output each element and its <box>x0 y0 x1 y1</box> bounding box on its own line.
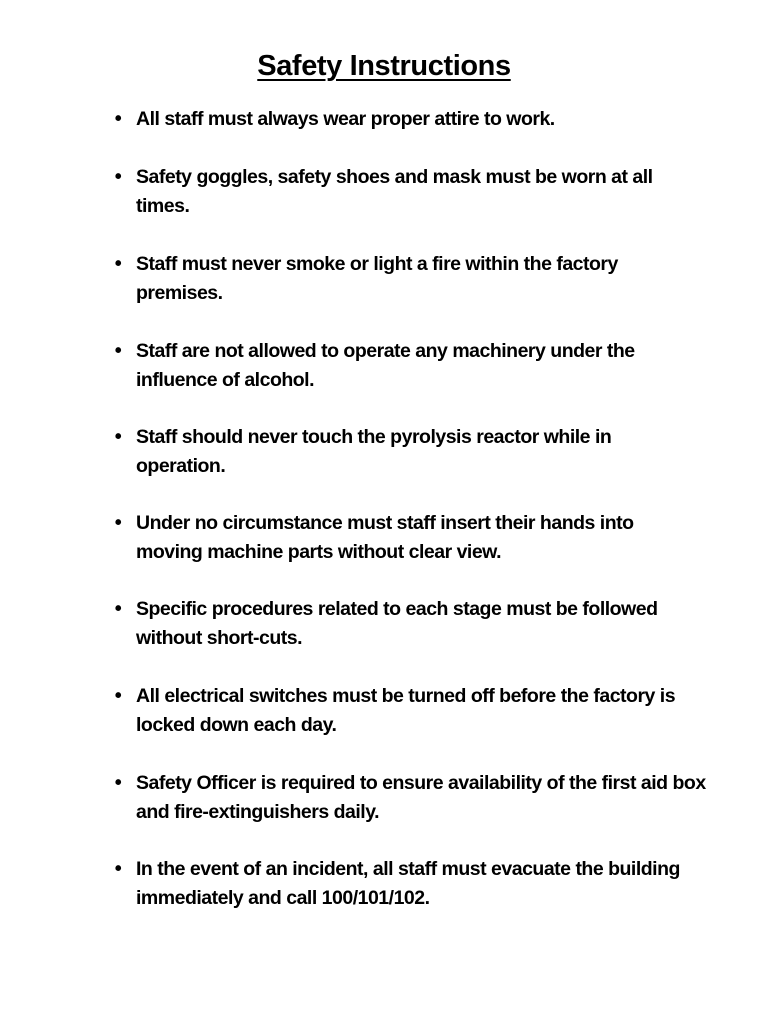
bullet-icon: • <box>114 426 122 448</box>
list-item-text: Safety goggles, safety shoes and mask must be worn at all times. <box>136 166 653 217</box>
list-item-text: Staff must never smoke or light a fire within the factory premises. <box>136 253 618 304</box>
bullet-icon: • <box>114 340 122 362</box>
bullet-icon: • <box>114 512 122 534</box>
bullet-icon: • <box>114 598 122 620</box>
list-item-text: Specific procedures related to each stage must be followed without short-cuts. <box>136 598 658 649</box>
list-item-text: In the event of an incident, all staff must evacuate the building immediately and call 100/101/102. <box>136 858 680 909</box>
page-title: Safety Instructions <box>257 50 511 82</box>
bullet-icon: • <box>114 858 122 880</box>
list-item-text: All staff must always wear proper attire to work. <box>136 108 555 130</box>
list-item-text: Staff are not allowed to operate any machinery under the influence of alcohol. <box>136 340 635 391</box>
bullet-icon: • <box>114 166 122 188</box>
list-item-text: All electrical switches must be turned off before the factory is locked down each day. <box>136 685 676 736</box>
bullet-icon: • <box>114 253 122 275</box>
list-item-text: Safety Officer is required to ensure availability of the first aid box and fire-extinguishers daily. <box>136 772 706 823</box>
bullet-icon: • <box>114 685 122 707</box>
list-item-text: Staff should never touch the pyrolysis reactor while in operation. <box>136 426 612 477</box>
bullet-icon: • <box>114 108 122 130</box>
list-item-text: Under no circumstance must staff insert their hands into moving machine parts without clear view. <box>136 512 634 563</box>
bullet-icon: • <box>114 772 122 794</box>
